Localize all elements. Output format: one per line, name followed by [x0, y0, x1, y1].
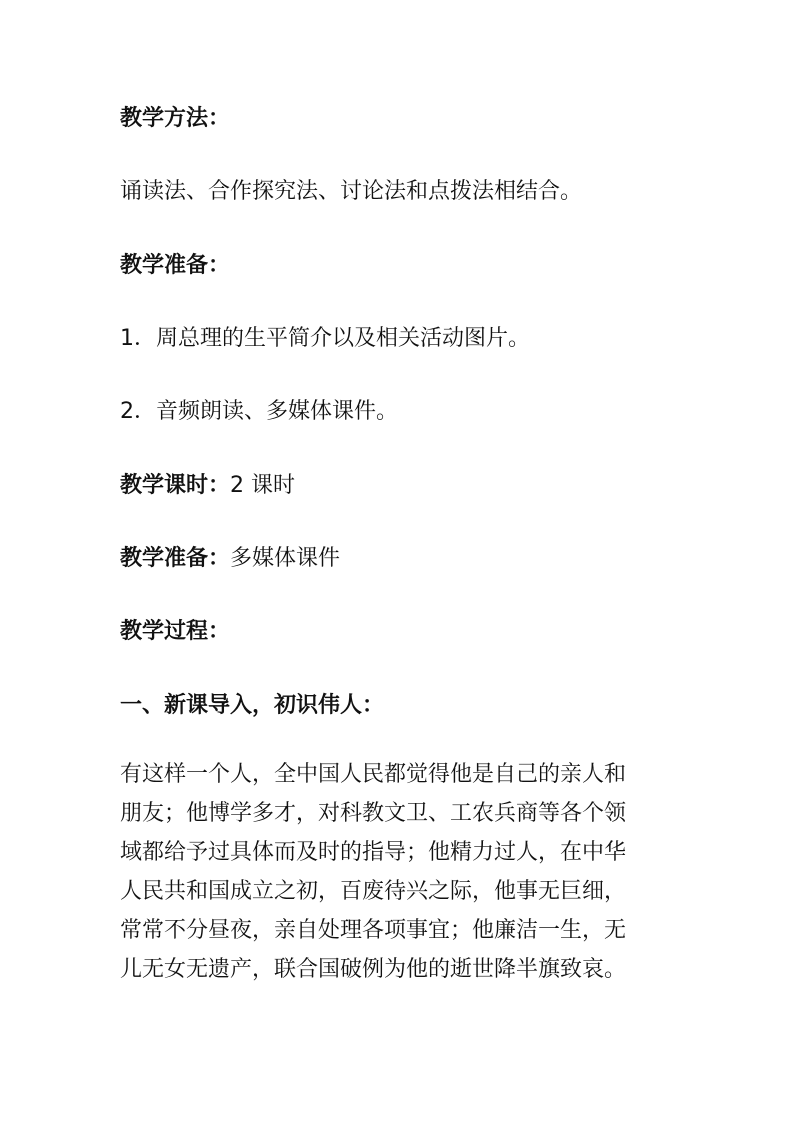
intro-paragraph	[120, 755, 680, 989]
paragraph-line: 常常不分昼夜，亲自处理各项事宜；他廉洁一生，无	[120, 918, 627, 943]
process-heading: 教学过程：	[120, 619, 231, 644]
hours-line	[120, 471, 680, 501]
prep-heading: 教学准备：	[120, 253, 231, 278]
hours-label: 教学课时：	[120, 473, 231, 498]
prep-item-2: 2．音频朗读、多媒体课件。	[120, 399, 398, 424]
method-text: 诵读法、合作探究法、讨论法和点拨法相结合。	[120, 179, 583, 204]
paragraph-line: 有这样一个人，全中国人民都觉得他是自己的亲人和	[120, 762, 627, 787]
prep2-label: 教学准备：	[120, 546, 231, 571]
prep2-value: 多媒体课件	[230, 546, 341, 571]
method-heading: 教学方法：	[120, 106, 231, 131]
section1-heading: 一、新课导入，初识伟人：	[120, 693, 385, 718]
hours-value: 2 课时	[230, 473, 296, 498]
prep-item-1: 1．周总理的生平简介以及相关活动图片。	[120, 326, 530, 351]
paragraph-line: 域都给予过具体而及时的指导；他精力过人，在中华	[120, 840, 627, 865]
paragraph-line: 儿无女无遗产，联合国破例为他的逝世降半旗致哀。	[120, 957, 627, 982]
paragraph-line: 朋友；他博学多才，对科教文卫、工农兵商等各个领	[120, 801, 627, 826]
prep2-line	[120, 544, 680, 574]
paragraph-line: 人民共和国成立之初，百废待兴之际，他事无巨细，	[120, 879, 627, 904]
